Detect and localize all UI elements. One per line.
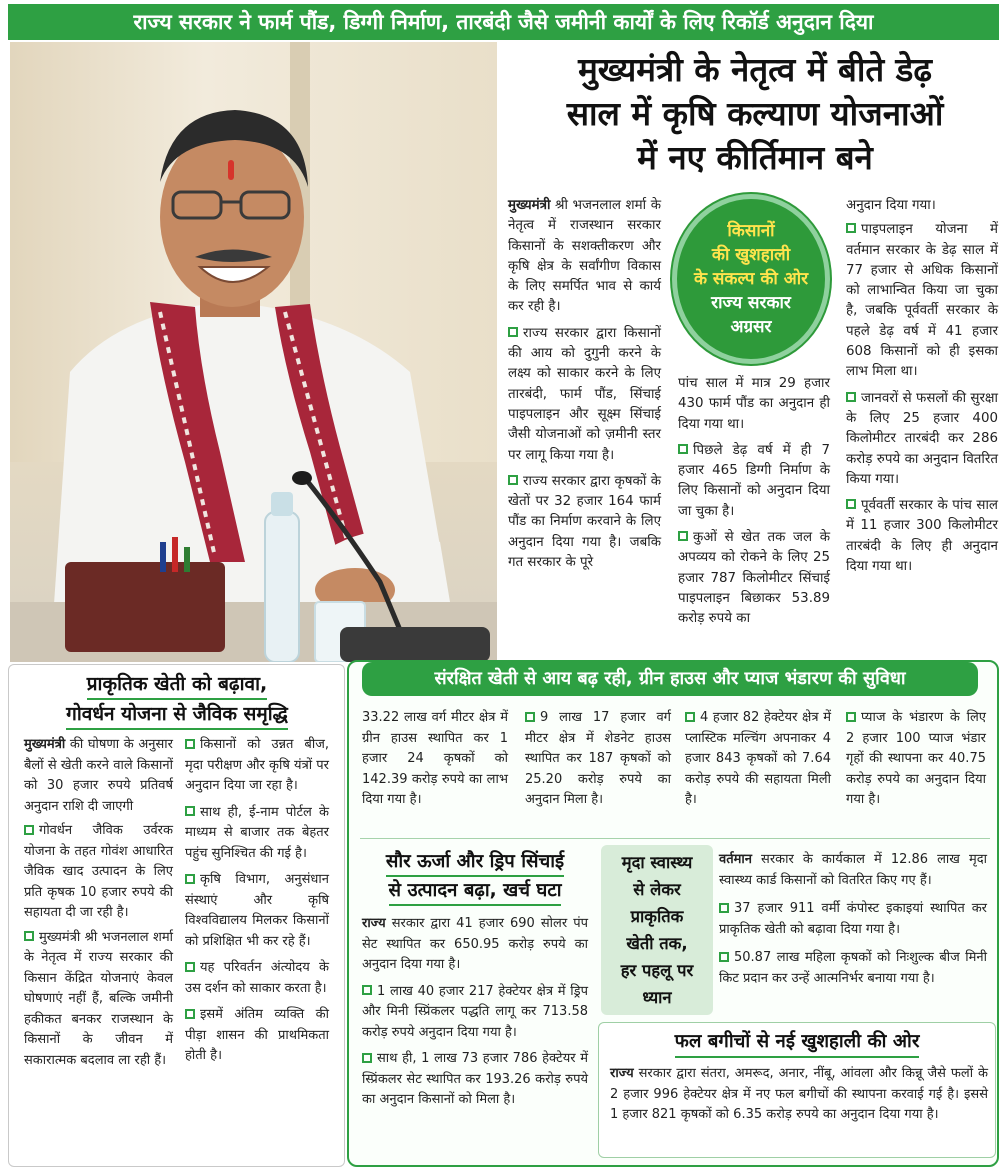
lead-word: मुख्यमंत्री [508, 198, 551, 213]
square-bullet-icon [846, 392, 856, 402]
paragraph [508, 196, 661, 318]
headline-line-2: साल में कृषि कल्याण योजनाओं [566, 94, 944, 133]
paragraph-text: 33.22 लाख वर्ग मीटर क्षेत्र में ग्रीन हाउस स्थापित कर 1 हजार 24 कृषकों को 142.39 करोड़ रुपये का लाभ दिया गया है। [362, 710, 508, 807]
bullet-paragraph [525, 708, 671, 811]
paragraph-text: की घोषणा के अनुसार बैलों से खेती करने वाले किसानों को 30 हजार रुपये प्रतिवर्ष अनुदान राशि दी जाएगी [24, 737, 173, 814]
fruit-orchard-column [610, 1064, 988, 1128]
square-bullet-icon [508, 327, 518, 337]
protected-farming-title: संरक्षित खेती से आय बढ़ रही, ग्रीन हाउस और प्याज भंडारण की सुविधा [362, 662, 978, 696]
title-line-2: से उत्पादन बढ़ा, खर्च घटा [389, 877, 562, 906]
solar-column [362, 914, 588, 1113]
greenhouse-column [362, 708, 508, 813]
paragraph-text: गोवर्धन जैविक उर्वरक योजना के तहत गोवंश आधारित जैविक खाद उत्पादन के लिए प्रति कृषक 10 हजार रुपये की सहायता दी जा रही है। [24, 823, 173, 920]
paragraph-text: पांच साल में मात्र 29 हजार 430 फार्म पौंड का अनुदान ही दिया गया था। [678, 376, 830, 432]
square-bullet-icon [24, 931, 34, 941]
paragraph-text: राज्य सरकार द्वारा कृषकों के खेतों पर 32 हजार 164 फार्म पौंड का निर्माण करवाने के लिए अनुदान दिया गया है। जबकि गत सरकार के पूरे [508, 473, 661, 571]
paragraph [719, 850, 987, 891]
square-bullet-icon [678, 531, 688, 541]
soil-health-column [719, 850, 987, 991]
square-bullet-icon [185, 739, 195, 749]
square-bullet-icon [24, 825, 34, 835]
paragraph-text: अनुदान दिया गया। [846, 198, 936, 213]
label-line: ध्यान [642, 988, 672, 1007]
paragraph-text: साथ ही, ई-नाम पोर्टल के माध्यम से बाजार तक बेहतर पहुंच सुनिश्चित की गई है। [185, 804, 329, 861]
paragraph-text: पूर्ववर्ती सरकार के पांच साल में 11 हजार 300 किलोमीटर तारबंदी के लिए ही अनुदान दिया गया था। [846, 498, 998, 575]
bullet-paragraph [678, 441, 830, 522]
badge-line-4: राज्य सरकार [711, 293, 791, 313]
bullet-paragraph [685, 708, 831, 811]
paragraph-text: कृषि विभाग, अनुसंधान संस्थाएं और कृषि विश्वविद्यालय मिलकर किसानों को प्रशिक्षित भी कर रहे हैं। [185, 872, 329, 949]
label-line: प्राकृतिक [630, 907, 684, 926]
title-line-2: गोवर्धन योजना से जैविक समृद्धि [66, 700, 288, 730]
paragraph-text: 50.87 लाख महिला कृषकों को निःशुल्क बीज मिनी किट प्रदान कर उन्हें आत्मनिर्भर बनाया गया है। [719, 950, 987, 986]
badge-line-3: के संकल्प की ओर [693, 269, 809, 289]
bullet-paragraph [185, 958, 329, 999]
natural-column-a [24, 735, 173, 1073]
paragraph-text: कुओं से खेत तक जल के अपव्यय को रोकने के लिए 25 हजार 787 किलोमीटर सिंचाई पाइपलाइन बिछाकर 53.89 करोड़ रुपये का [678, 530, 830, 627]
solar-title [360, 848, 590, 906]
square-bullet-icon [185, 874, 195, 884]
square-bullet-icon [678, 444, 688, 454]
natural-column-b [185, 735, 329, 1069]
square-bullet-icon [508, 475, 518, 485]
paragraph-text: यह परिवर्तन अंत्योदय के उस दर्शन को साकार करता है। [185, 960, 329, 996]
square-bullet-icon [185, 1009, 195, 1019]
paragraph-text: 1 लाख 40 हजार 217 हेक्टेयर क्षेत्र में ड्रिप और मिनी स्प्रिंकलर पद्धति लागू कर 713.58 करोड़ रुपये अनुदान दिया गया है। [362, 983, 588, 1040]
natural-farming-title [18, 670, 336, 730]
paragraph [362, 914, 588, 976]
square-bullet-icon [846, 223, 856, 233]
bullet-paragraph [362, 982, 588, 1044]
bullet-paragraph [24, 821, 173, 924]
paragraph-text: सरकार के कार्यकाल में 12.86 लाख मृदा स्वास्थ्य कार्ड किसानों को वितरित किए गए हैं। [719, 852, 987, 888]
square-bullet-icon [185, 806, 195, 816]
square-bullet-icon [846, 499, 856, 509]
article-column-2 [678, 374, 830, 632]
headline-line-1: मुख्यमंत्री के नेतृत्व में बीते डेढ़ [578, 50, 932, 89]
square-bullet-icon [525, 712, 535, 722]
chief-minister-photo [10, 42, 497, 662]
square-bullet-icon [685, 712, 695, 722]
paragraph-text: पाइपलाइन योजना में वर्तमान सरकार के डेढ़ साल में 77 हजार से अधिक किसानों को लाभान्वित किया जा चुका है, जबकि पूर्ववर्ती सरकार के पहले डेढ़ वर्ष में 41 हजार 608 किसानों को ही इसका लाभ मिला था। [846, 222, 998, 380]
paragraph [678, 374, 830, 435]
square-bullet-icon [719, 903, 729, 913]
bullet-paragraph [846, 496, 998, 577]
shadenet-column [525, 708, 671, 813]
farmer-welfare-badge [672, 194, 830, 364]
soil-health-label [601, 845, 713, 1015]
bullet-paragraph [846, 220, 998, 382]
paragraph [610, 1064, 988, 1126]
title-line-1: सौर ऊर्जा और ड्रिप सिंचाई [386, 848, 564, 877]
bullet-paragraph [185, 803, 329, 865]
paragraph-text: जानवरों से फसलों की सुरक्षा के लिए 25 हजार 400 किलोमीटर तारबंदी कर 286 करोड़ रुपये का अनुदान वितरित किया गया। [846, 390, 998, 487]
badge-line-1: किसानों [727, 221, 775, 241]
bullet-paragraph [846, 389, 998, 490]
paragraph-text: सरकार द्वारा संतरा, अमरूद, अनार, नींबू, आंवला और किन्नू जैसे फलों के 2 हजार 996 हेक्टेयर क्षेत्र में नए फल बगीचों की स्थापना करवाई गई है। इससे 1 हजार 821 कृषकों को 6.35 करोड़ रुपये का अनुदान दिया गया है। [610, 1066, 988, 1122]
bullet-paragraph [508, 472, 661, 573]
bullet-paragraph [719, 948, 987, 989]
lead-word: मुख्यमंत्री [24, 737, 66, 752]
bullet-paragraph [24, 928, 173, 1072]
bullet-paragraph [185, 870, 329, 952]
bullet-paragraph [846, 708, 986, 811]
paragraph [24, 735, 173, 817]
main-headline [510, 48, 1000, 180]
label-line: हर पहलू पर [620, 961, 694, 980]
paragraph-text: साथ ही, 1 लाख 73 हजार 786 हेक्टेयर में स्प्रिंकलर सेट स्थापित कर 193.26 करोड़ रुपये का अनुदान किसानों को मिला है। [362, 1051, 588, 1107]
bullet-paragraph [508, 324, 661, 466]
article-column-1 [508, 196, 661, 575]
paragraph [846, 196, 998, 216]
paragraph-text: 9 लाख 17 हजार वर्ग मीटर क्षेत्र में शेडनेट हाउस स्थापित कर 187 कृषकों को 25.20 करोड़ रुपये का अनुदान मिला है। [525, 710, 671, 807]
article-column-3 [846, 196, 998, 579]
paragraph-text: मुख्यमंत्री श्री भजनलाल शर्मा के नेतृत्व में राज्य सरकार की किसान केंद्रित योजनाएं केवल घोषणाएं नहीं हैं, बल्कि जमीनी हकीकत बनकर राजस्थान के किसानों के जीवन में सकारात्मक बदलाव ला रही हैं। [24, 929, 173, 1068]
label-line: मृदा स्वास्थ्य [621, 853, 693, 872]
square-bullet-icon [362, 1053, 372, 1063]
title-line: फल बगीचों से नई खुशहाली की ओर [675, 1028, 920, 1058]
portrait-illustration [10, 42, 497, 662]
square-bullet-icon [362, 985, 372, 995]
paragraph-text: 4 हजार 82 हेक्टेयर क्षेत्र में प्लास्टिक मल्चिंग अपनाकर 4 हजार 843 कृषकों को 7.64 करोड़ रुपये की सहायता मिली है। [685, 710, 831, 807]
label-line: से लेकर [633, 880, 681, 899]
square-bullet-icon [719, 952, 729, 962]
badge-line-2: की खुशहाली [711, 245, 791, 265]
square-bullet-icon [185, 962, 195, 972]
mulching-column [685, 708, 831, 813]
fruit-orchard-title [600, 1028, 994, 1058]
paragraph-text: पिछले डेढ़ वर्ष में ही 7 हजार 465 डिग्गी निर्माण के लिए किसानों को अनुदान दिया जा चुका है। [678, 442, 830, 519]
lead-word: राज्य [362, 916, 386, 931]
bullet-paragraph [185, 1005, 329, 1067]
headline-line-3: में नए कीर्तिमान बने [637, 138, 873, 177]
paragraph [362, 708, 508, 811]
divider [360, 838, 990, 839]
bullet-paragraph [185, 735, 329, 797]
bullet-paragraph [362, 1049, 588, 1111]
paragraph-text: प्याज के भंडारण के लिए 2 हजार 100 प्याज भंडार गृहों की स्थापना कर 40.75 करोड़ रुपये का अनुदान दिया गया है। [846, 710, 986, 807]
paragraph-text: इसमें अंतिम व्यक्ति की पीड़ा शासन की प्राथमिकता होती है। [185, 1007, 329, 1063]
bullet-paragraph [719, 899, 987, 940]
paragraph-text: सरकार द्वारा 41 हजार 690 सोलर पंप सेट स्थापित कर 650.95 करोड़ रुपये का अनुदान दिया गया है। [362, 916, 588, 972]
badge-line-5: अग्रसर [730, 317, 772, 337]
bullet-paragraph [678, 528, 830, 629]
label-line: खेती तक, [626, 934, 688, 953]
paragraph-text: 37 हजार 911 वर्मी कंपोस्ट इकाइयां स्थापित कर प्राकृतिक खेती को बढ़ावा दिया गया है। [719, 901, 987, 937]
lead-word: वर्तमान [719, 852, 752, 867]
onion-storage-column [846, 708, 986, 813]
top-banner: राज्य सरकार ने फार्म पौंड, डिग्गी निर्माण, तारबंदी जैसे जमीनी कार्यों के लिए रिकॉर्ड अनुदान दिया [8, 4, 999, 40]
title-line-1: प्राकृतिक खेती को बढ़ावा, [87, 670, 268, 700]
paragraph-text: श्री भजनलाल शर्मा के नेतृत्व में राजस्थान सरकार किसानों के सशक्तीकरण और कृषि क्षेत्र के सर्वांगीण विकास के लिए समर्पित भाव से कार्य कर रही है। [508, 198, 661, 315]
lead-word: राज्य [610, 1066, 634, 1081]
paragraph-text: किसानों को उन्नत बीज, मृदा परीक्षण और कृषि यंत्रों पर अनुदान दिया जा रहा है। [185, 737, 329, 793]
paragraph-text: राज्य सरकार द्वारा किसानों की आय को दुगुनी करने के लक्ष्य को साकार करने के लिए तारबंदी, फार्म पौंड, सिंचाई पाइपलाइन और सूक्ष्म सिंचाई जैसी योजनाओं को ज़मीनी स्तर पर लागू किया गया है। [508, 325, 661, 463]
square-bullet-icon [846, 712, 856, 722]
